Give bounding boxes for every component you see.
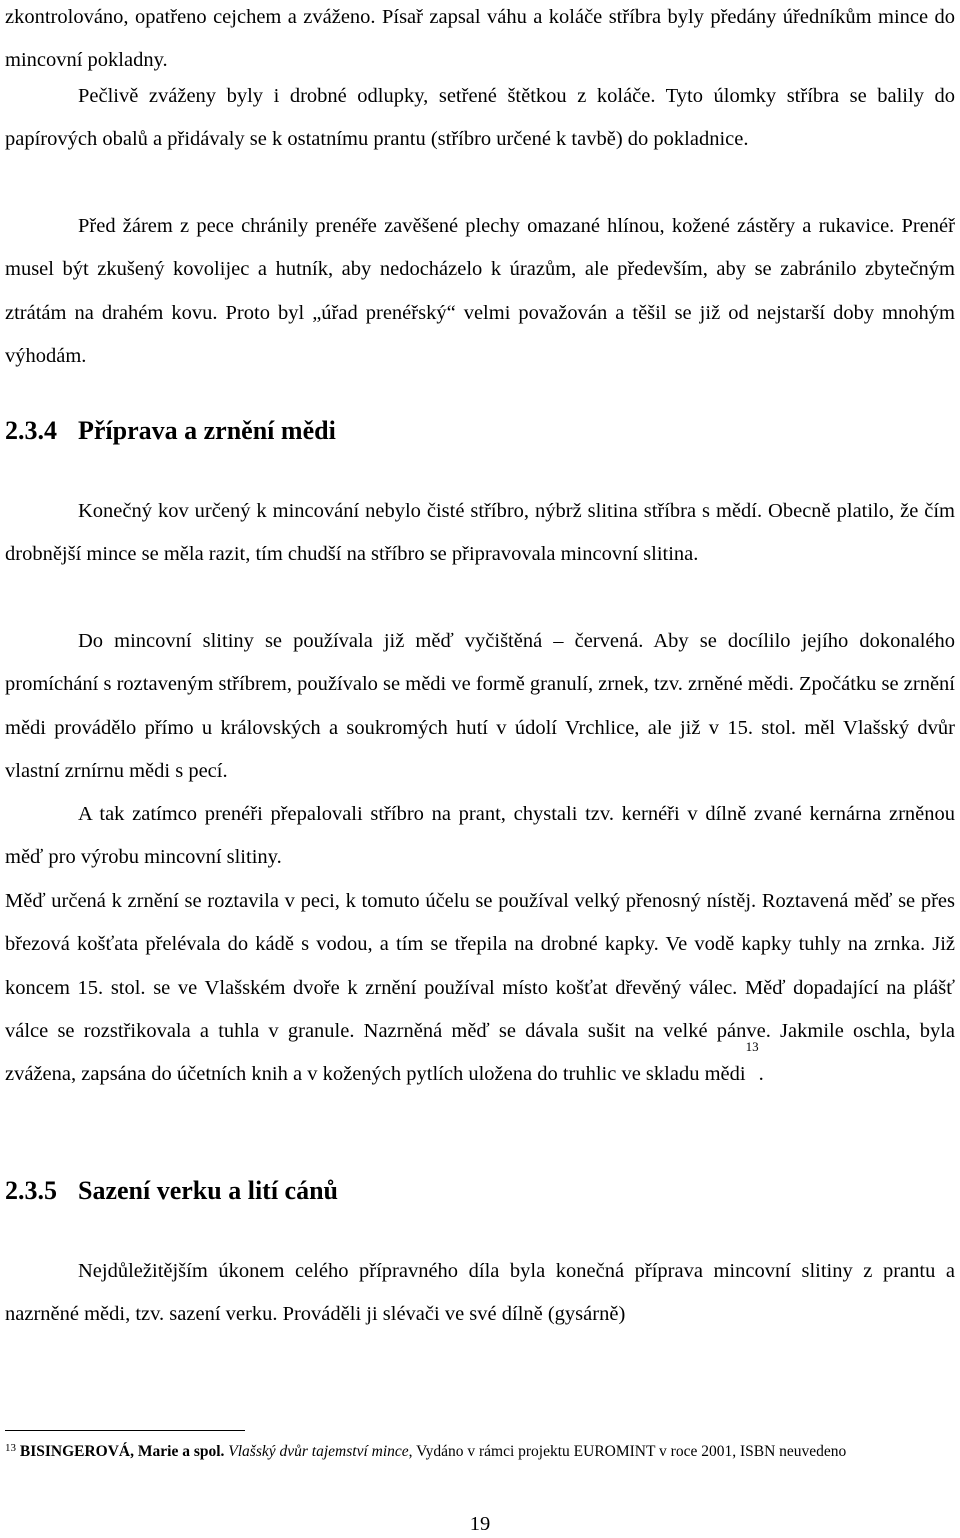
section-title: Příprava a zrnění mědi <box>78 416 336 445</box>
paragraph-3 <box>5 205 955 378</box>
footnote-title: Vlašský dvůr tajemství mince <box>228 1443 409 1460</box>
page-number: 19 <box>469 1513 491 1535</box>
footnote-separator <box>5 1430 245 1431</box>
paragraph-6: A tak zatímco prenéři přepalovali stříbro na prant, chystali tzv. kernéři v dílně zvané kernárna zrněnou měď pro výrobu mincovní slitiny. <box>5 803 955 869</box>
footnote-author: BISINGEROVÁ, Marie a spol. <box>19 1443 225 1460</box>
paragraph-8: Nejdůležitějším úkonem celého přípravného díla byla konečná příprava mincovní slitiny z prantu a nazrněné mědi, tzv. sazení verku. Prováděli ji slévači ve své dílně (gysárně) <box>5 1260 955 1326</box>
section-title: Sazení verku a lití cánů <box>78 1176 339 1205</box>
section-heading-2-3-4 <box>5 415 336 447</box>
section-number: 2.3.4 <box>5 416 57 445</box>
paragraph-4: Konečný kov určený k mincování nebylo čisté stříbro, nýbrž slitina stříbra s mědí. Obecně platilo, že čím drobnější mince se měla razit, tím chudší na stříbro se připravovala mincovní slitina. <box>5 500 955 566</box>
paragraph-7-text: Měď určená k zrnění se roztavila v peci, k tomuto účelu se používal velký přenosný nístěj. Roztavená měď se přes březová košťata přelévala do kádě s vodou, a tím se třepila na drobné kapky. Ve vodě kapky tuhly na zrnka. Již koncem 15. stol. se ve Vlašském dvoře k zrnění používal místo košťat dřevěný válec. Měď dopadající na plášť válce se rozstřikovala a tuhla v granule. Nazrněná měď se dávala sušit na velké pánve. Jakmile oschla, byla zvážena, zapsána do účetních knih a v kožených pytlích uložena do truhlic ve skladu mědi <box>5 890 955 1086</box>
section-heading-2-3-5 <box>5 1175 338 1207</box>
paragraph-5: Do mincovní slitiny se používala již měď vyčištěná – červená. Aby se docílilo jejího dokonalého promíchání s roztaveným stříbrem, používalo se mědi ve formě granulí, zrnek, tzv. zrněné mědi. Zpočátku se zrnění mědi provádělo přímo u královských a soukromých hutí v údolí Vrchlice, ale již v 15. stol. měl Vlašský dvůr vlastní zrnírnu mědi s pecí. <box>5 630 955 782</box>
paragraph-3-text: Před žárem z pece chránily prenéře zavěšené plechy omazané hlínou, kožené zástěry a rukavice. Prenéř musel být zkušený kovolijec a hutník, aby nedocházelo k úrazům, ale především, aby se zabránilo zbytečným ztrátám na drahém kovu. Proto byl „úřad prenéřský“ velmi považován a těšil se již od nejstarší doby mnohým výhodám. <box>5 215 955 367</box>
paragraph-7 <box>5 880 955 1096</box>
paragraph-2: Pečlivě zváženy byly i drobné odlupky, setřené štětkou z koláče. Tyto úlomky stříbra se balily do papírových obalů a přidávaly se k ostatnímu prantu (stříbro určené k tavbě) do pokladnice. <box>5 85 955 151</box>
section-number: 2.3.5 <box>5 1176 57 1205</box>
paragraph-7-end: . <box>758 1063 764 1086</box>
footnote <box>5 1442 846 1462</box>
footnote-details: , Vydáno v rámci projektu EUROMINT v roce 2001, ISBN neuvedeno <box>408 1443 847 1460</box>
paragraph-1: zkontrolováno, opatřeno cejchem a zváženo. Písař zapsal váhu a koláče stříbra byly předány úředníkům mince do mincovní pokladny. <box>5 6 955 72</box>
footnote-reference[interactable]: 13 <box>745 1039 759 1055</box>
footnote-number: 13 <box>5 1442 16 1454</box>
